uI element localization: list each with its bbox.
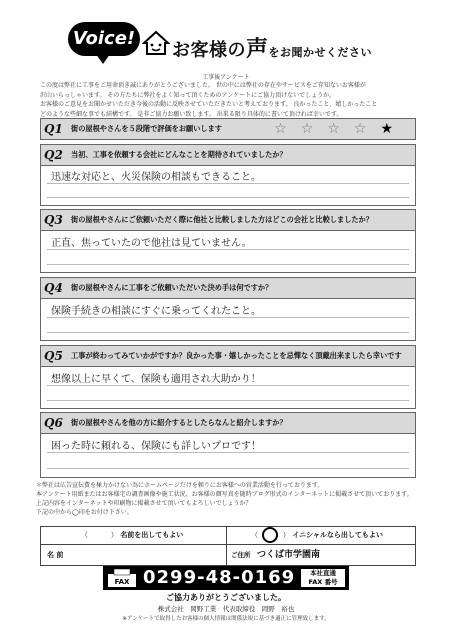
question-header: [41, 278, 415, 299]
answer-line: [47, 197, 409, 198]
answer-line: [47, 400, 409, 401]
star-icon[interactable]: ★: [380, 121, 407, 137]
answer-line: [47, 385, 409, 386]
answer-text: 困った時に頼れる、保険にも詳しいプロです！: [51, 441, 261, 452]
voice-speech-bubble: Voice!: [68, 22, 140, 56]
answer-area[interactable]: [41, 166, 415, 205]
intro-line: お客様のご意見をお聞かせいただき今後の活動に反映させていただきたいと考えております。 良かったこと、嬉しかったこと: [40, 101, 378, 108]
answer-text: 正直、焦っていたので他社は見ていません。: [51, 238, 252, 249]
answer-text: 迅速な対応と、火災保険の相談もできること。: [51, 172, 261, 183]
note-line: 下記の中から◯印をお付け下さい。: [36, 509, 133, 516]
survey-header: [60, 18, 390, 68]
rating-stars[interactable]: [274, 121, 407, 137]
intro-line: この度は弊社に工事をご用命頂き誠にありがとうございました。 世の中には弊社の存在やサービスをご存知ないお客様が: [40, 82, 366, 89]
question-badge: Q1: [44, 122, 63, 136]
fax-icon-label: FAX: [114, 578, 130, 586]
question-badge: Q2: [44, 148, 63, 162]
name-option[interactable]: （ ） 名前を出してもよい: [81, 531, 184, 539]
thanks-text: ご協力ありがとうございました。: [166, 593, 286, 602]
answer-area[interactable]: [41, 367, 415, 408]
name-consent-table: [40, 526, 416, 566]
page-title: お客様の声をお聞かせください: [172, 37, 373, 62]
consent-notes: [36, 481, 420, 517]
question-header: [41, 413, 415, 434]
star-icon[interactable]: ☆: [353, 121, 381, 137]
name-address-row: [41, 545, 415, 565]
answer-text: 想像以上に早くて、保険も適用され大助かり！: [51, 374, 261, 385]
fax-label: 本社直通 FAX 番号: [301, 569, 345, 587]
question-text: 街の屋根やさんを５段階で評価をお願いします: [71, 124, 222, 133]
answer-line: [47, 264, 409, 265]
question-header: [41, 145, 415, 166]
note-line: ＊弊社は広告宣伝費を極力かけない為にホームページだけを頼りにお客様への営業活動を行っております。: [36, 482, 324, 489]
initial-option[interactable]: （ ） イニシャルなら出してもよい: [251, 527, 383, 544]
consent-options-row: [41, 527, 415, 545]
intro-line: 沢山いらっしゃいます。 その方たちに弊社をよく知って頂くためのアンケートにご協力頂けないでしょうか。: [40, 91, 336, 99]
question-1: [40, 118, 416, 140]
question-text: 街の屋根やさんにご依頼いただく際に他社と比較しました方はどこの会社と比較しましたか？: [71, 215, 373, 224]
question-6: [40, 412, 416, 478]
question-4: [40, 277, 416, 341]
page-subtitle: 工事後アンケート: [202, 74, 250, 81]
company-text: 株式会社 岡野工業 代表取締役 岡野 裕也: [157, 605, 295, 613]
note-line: 本アンケート用紙またはお客様宅の調査画像や施工状況、お客様の顔写真を随時ブログ形式のインターネットに掲載させて頂いております。: [36, 491, 413, 498]
name-label: 名 前: [47, 551, 64, 559]
intro-line: どのような些細な事でも結構です。 是非ご協力お願い致します。 出来る限り具体的に書いて頂ければ幸いです。: [40, 110, 343, 118]
question-5: [40, 345, 416, 409]
answer-area[interactable]: [41, 434, 415, 477]
privacy-text: ※アンケートで取得したお客様の個人情報は関係法規に基づき適正に管理致します。: [122, 616, 330, 622]
answer-line: [47, 249, 409, 250]
question-badge: Q5: [44, 349, 63, 363]
answer-line: [47, 468, 409, 469]
address-label: ご住所: [231, 551, 251, 559]
answer-line: [47, 332, 409, 333]
fax-bar: [103, 566, 349, 590]
fax-machine-icon: [107, 568, 137, 588]
question-text: 当初、工事を依頼する会社にどんなことを期待されていましたか？: [71, 150, 287, 159]
note-line: 上記内容をインターネットや印刷物に掲載させて頂いてもよろしいでしょうか？: [36, 500, 252, 507]
question-badge: Q4: [44, 281, 63, 295]
answer-line: [47, 452, 409, 453]
question-text: 工事が終わってみていかがですか？良かった事・嬉しかったことを忌憚なく頂戴出来ましたら幸いです: [71, 351, 402, 360]
star-icon[interactable]: ☆: [300, 121, 328, 137]
question-badge: Q6: [44, 416, 63, 430]
question-2: [40, 144, 416, 206]
question-text: 街の屋根やさんに工事をご依頼いただいた決め手は何ですか？: [71, 283, 273, 292]
question-text: 街の屋根やさんを他の方に紹介するとしたらなんと紹介しますか？: [71, 418, 287, 427]
star-icon[interactable]: ☆: [327, 121, 354, 137]
answer-area[interactable]: [41, 231, 415, 272]
question-header: [41, 119, 415, 139]
question-header: [41, 346, 415, 367]
answer-text: 保険手続きの相談にすぐに乗ってくれたこと。: [51, 306, 261, 317]
answer-area[interactable]: [41, 299, 415, 340]
answer-line: [47, 317, 409, 318]
address-value: つくば市学園南: [257, 550, 321, 560]
circle-mark-icon: [262, 527, 278, 543]
house-icon: [142, 30, 170, 56]
question-3: [40, 209, 416, 273]
answer-line: [47, 183, 409, 184]
intro-text: [40, 81, 420, 119]
star-icon[interactable]: ☆: [274, 121, 301, 137]
question-header: [41, 210, 415, 231]
fax-number: 0299-48-0169: [143, 567, 296, 588]
question-badge: Q3: [44, 213, 63, 227]
